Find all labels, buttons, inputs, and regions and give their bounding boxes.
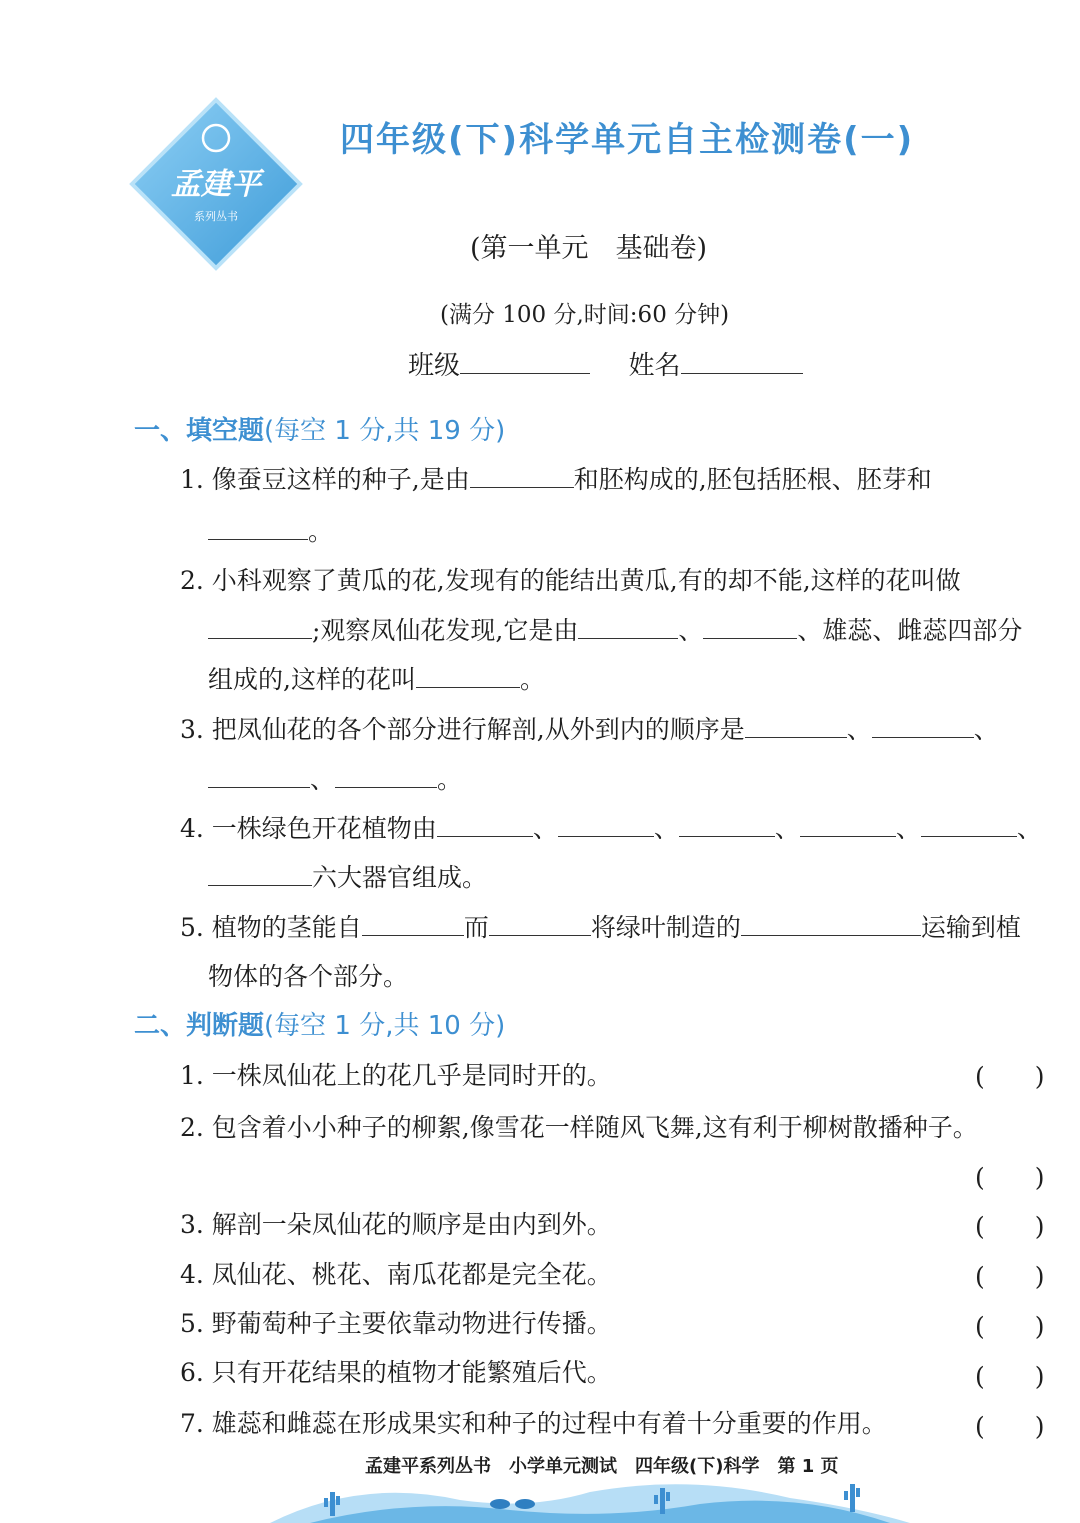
page-title: 四年级(下)科学单元自主检测卷(一) (340, 120, 915, 160)
answer-blank[interactable] (578, 612, 678, 639)
question-1-line-2: 。 (208, 512, 333, 548)
answer-blank[interactable] (208, 513, 308, 540)
answer-parentheses[interactable]: ( ) (975, 1212, 1045, 1241)
answer-parentheses[interactable]: ( ) (975, 1362, 1045, 1391)
question-2-line-3: 组成的,这样的花叫 。 (208, 660, 545, 696)
publisher-logo (128, 96, 304, 272)
logo-subtext: 系列丛书 (194, 210, 238, 223)
tf-question-4: 4. 凤仙花、桃花、南瓜花都是完全花。 (180, 1260, 612, 1289)
answer-parentheses[interactable]: ( ) (975, 1262, 1045, 1291)
student-info-row (408, 345, 803, 382)
name-blank[interactable] (681, 346, 803, 374)
section-fill-in-title (134, 410, 505, 447)
answer-blank[interactable] (470, 461, 574, 488)
question-5-line-2: 物体的各个部分。 (208, 962, 409, 991)
section-1-heading: 一、填空题 (134, 416, 265, 446)
section-2-heading: 二、判断题 (134, 1011, 265, 1041)
page-footer: 孟建平系列丛书 小学单元测试 四年级(下)科学 第 1 页 (365, 1456, 839, 1477)
page-subtitle: (第一单元 基础卷) (470, 233, 708, 264)
section-1-score: (每空 1 分,共 19 分) (264, 416, 506, 446)
question-5-line-1: 5. 植物的茎能自 而 将绿叶制造的 运输到植 (180, 908, 1021, 944)
exam-info: (满分 100 分,时间:60 分钟) (440, 302, 730, 328)
answer-blank[interactable] (416, 661, 520, 688)
question-4-line-2: 六大器官组成。 (208, 858, 487, 894)
answer-blank[interactable] (872, 711, 974, 738)
tf-question-3: 3. 解剖一朵凤仙花的顺序是由内到外。 (180, 1210, 612, 1239)
question-3-line-1: 3. 把凤仙花的各个部分进行解剖,从外到内的顺序是 、 、 (180, 710, 999, 746)
answer-blank[interactable] (921, 810, 1017, 837)
answer-blank[interactable] (679, 810, 775, 837)
answer-blank[interactable] (703, 612, 797, 639)
tf-question-1: 1. 一株凤仙花上的花几乎是同时开的。 (180, 1061, 612, 1090)
question-3-line-2: 、 。 (208, 760, 462, 796)
answer-blank[interactable] (362, 909, 464, 936)
class-label: 班级 (408, 351, 461, 381)
answer-blank[interactable] (489, 909, 591, 936)
question-1-line-1: 1. 像蚕豆这样的种子,是由 和胚构成的,胚包括胚根、胚芽和 (180, 460, 932, 496)
class-blank[interactable] (460, 346, 590, 374)
name-label: 姓名 (628, 351, 681, 381)
answer-blank[interactable] (558, 810, 654, 837)
answer-blank[interactable] (208, 859, 312, 886)
section-2-score: (每空 1 分,共 10 分) (264, 1011, 506, 1041)
answer-blank[interactable] (800, 810, 896, 837)
answer-blank[interactable] (741, 909, 921, 936)
tf-question-6: 6. 只有开花结果的植物才能繁殖后代。 (180, 1358, 612, 1387)
question-2-line-1: 2. 小科观察了黄瓜的花,发现有的能结出黄瓜,有的却不能,这样的花叫做 (180, 566, 961, 595)
tf-question-5: 5. 野葡萄种子主要依靠动物进行传播。 (180, 1309, 612, 1338)
answer-blank[interactable] (208, 761, 310, 788)
question-4-line-1: 4. 一株绿色开花植物由 、 、 、 、 、 (180, 809, 1042, 845)
section-true-false-title (134, 1005, 505, 1042)
logo-text: 孟建平 (171, 167, 261, 202)
answer-blank[interactable] (208, 612, 312, 639)
answer-parentheses[interactable]: ( ) (975, 1062, 1045, 1091)
answer-blank[interactable] (745, 711, 847, 738)
answer-blank[interactable] (437, 810, 533, 837)
desert-landscape-decoration (270, 1470, 910, 1523)
answer-parentheses[interactable]: ( ) (975, 1312, 1045, 1341)
answer-parentheses[interactable]: ( ) (975, 1412, 1045, 1441)
tf-question-2: 2. 包含着小小种子的柳絮,像雪花一样随风飞舞,这有利于柳树散播种子。 (180, 1113, 978, 1142)
question-2-line-2: ;观察凤仙花发现,它是由 、 、雄蕊、雌蕊四部分 (208, 611, 1022, 647)
answer-blank[interactable] (335, 761, 437, 788)
answer-parentheses[interactable]: ( ) (975, 1163, 1045, 1192)
tf-question-7: 7. 雄蕊和雌蕊在形成果实和种子的过程中有着十分重要的作用。 (180, 1409, 887, 1438)
